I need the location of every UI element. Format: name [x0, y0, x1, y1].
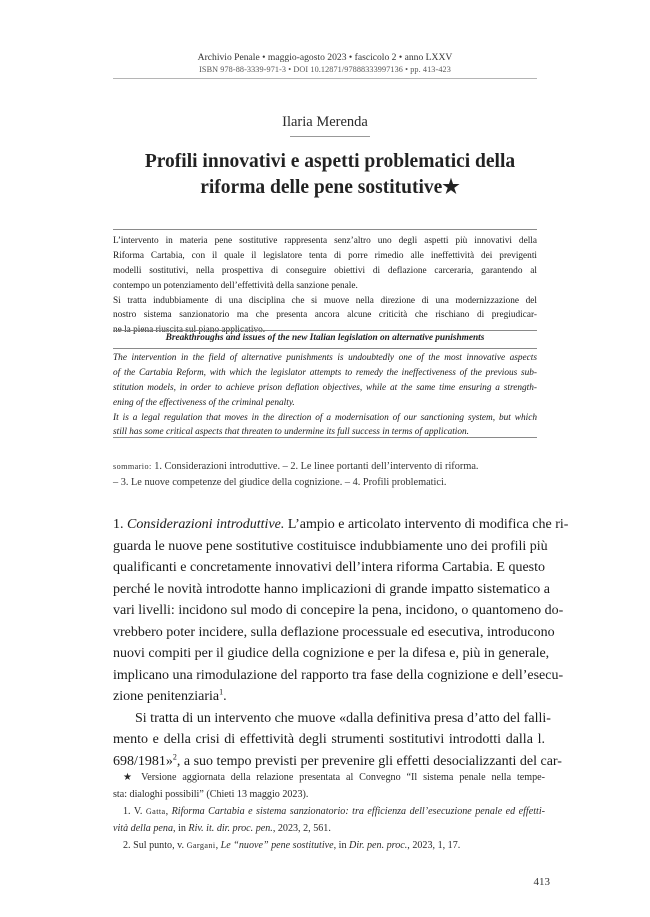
- article-body: [113, 514, 569, 772]
- author-name: Ilaria Merenda: [282, 114, 368, 130]
- isbn-doi-line: ISBN 978-88-3339-971-3 • DOI 10.12871/97888333997136 • pp. 413-423: [199, 65, 451, 74]
- footnote-1-journal: Riv. it. dir. proc. pen.: [188, 823, 273, 834]
- footnote-ref-1[interactable]: 1: [219, 687, 224, 697]
- abstract-it-line: Si tratta indubbiamente di una disciplina che si muove nella direzione di una modernizzazione del: [113, 295, 537, 306]
- body-line: mento e della crisi di effettività degli strumenti sostitutivi introdotti dalla l.: [113, 732, 545, 747]
- body-line: Si tratta di un intervento che muove «dalla definitiva presa d’atto del falli-: [135, 710, 551, 726]
- table-of-contents: [113, 459, 537, 491]
- abstract-bottom-rule: [113, 437, 537, 438]
- page-number: 413: [533, 876, 550, 888]
- footnote-1-title: Riforma Cartabia e sistema sanzionatorio: tra efficienza dell’esecuzione penale ed effetti-: [171, 806, 545, 817]
- body-line: nuovi compiti per il giudice della cognizione e per la difesa e, più in generale,: [113, 646, 550, 661]
- title-line-1: Profili innovativi e aspetti problematici della: [144, 151, 516, 172]
- sommario-line-1: 1. Considerazioni introduttive. – 2. Le linee portanti dell’intervento di riforma.: [154, 461, 479, 472]
- journal-header: Archivio Penale • maggio-agosto 2023 • fascicolo 2 • anno LXXV: [197, 52, 453, 63]
- footnote-star-cont: sta: dialoghi possibili” (Chieti 13 maggio 2023).: [113, 789, 309, 800]
- abstract-en-line: still has some critical aspects that threaten to undermine its full success in terms of application.: [113, 427, 470, 438]
- abstract-top-rule: [113, 229, 537, 230]
- article-title: [60, 149, 600, 201]
- abstract-it-line: nostro sistema sanzionatorio ma che presenta ancora alcune criticità che rischiano di pregiudicar-: [113, 310, 537, 321]
- section-title: Considerazioni introduttive.: [127, 517, 285, 532]
- footnotes: [113, 769, 545, 854]
- author-rule: [290, 136, 370, 137]
- body-text: L’ampio e articolato intervento di modifica che ri-: [287, 517, 569, 532]
- footnote-1-author: Gatta: [145, 807, 166, 816]
- abstract-italian: [113, 234, 537, 338]
- body-line: vari livelli: incidono sul modo di concepire la pena, incidono, o quantomeno do-: [113, 603, 564, 618]
- body-line: 698/1981»$^2$, a suo tempo previsti per prevenire gli effetti desocializzanti del car-: [113, 751, 562, 769]
- sommario-label: sommario:: [113, 462, 152, 471]
- abstract-it-line: L’intervento in materia pene sostitutive rappresenta senz’altro uno degli aspetti più innovativi della: [113, 236, 537, 246]
- abstract-en-line: The intervention in the field of alternative punishments is undoubtedly one of the most innovative aspects: [113, 353, 537, 363]
- abstract-it-line: contempo un potenziamento dell’effettività della sanzione penale.: [113, 280, 358, 291]
- abstract-en-line: It is a legal regulation that moves in the direction of a modernisation of our sanctioning system, but which: [113, 412, 537, 423]
- body-line: perché le novità introdotte hanno implicazioni di grande impatto sistematico a: [113, 581, 550, 597]
- abstract-en-line: ening of the effectiveness of the criminal penalty.: [113, 397, 295, 408]
- title-line-2: riforma delle pene sostitutive★: [200, 177, 460, 198]
- abstract-it-line: modelli sostitutivi, nella prospettiva di conseguire obiettivi di deflazione carceraria, garantendo al: [113, 265, 537, 276]
- body-line: [113, 514, 569, 536]
- body-line: implicano una rimodulazione del rapporto tra fase della cognizione e dell’esecu-: [113, 667, 564, 683]
- abstract-mid-rule: [113, 330, 537, 331]
- footnote-2-title: Le “nuove” pene sostitutive: [220, 840, 334, 851]
- body-line: zione penitenziaria$^1$.: [113, 687, 227, 704]
- body-line: qualificanti e concretamente innovativi dell’intera riforma Cartabia. E questo: [113, 560, 545, 575]
- footnote-2: 2. Sul punto, v. Gargani, Le “nuove” pene sostitutive, in Dir. pen. proc., 2023, 1, 17.: [123, 840, 461, 851]
- abstract-en-line: stitution models, in order to achieve prison deflation objectives, while at the same time ensuring a strength-: [113, 382, 537, 393]
- abstract-it-line: Riforma Cartabia, con il quale il legislatore tenta di porre rimedio alle ineffettività dei previgenti: [113, 250, 537, 261]
- english-title-rule: [113, 348, 537, 349]
- footnote-1-cont: vità della pena, in Riv. it. dir. proc. pen., 2023, 2, 561.: [113, 823, 331, 834]
- sommario-line-2: – 3. Le nuove competenze del giudice della cognizione. – 4. Profili problematici.: [113, 477, 447, 488]
- abstract-english: [113, 351, 537, 440]
- body-line: vrebbero poter incidere, sulla deflazione processuale ed esecutiva, introducono: [113, 624, 555, 640]
- footnote-1: 1. V. Gatta, Riforma Cartabia e sistema sanzionatorio: tra efficienza dell’esecuzione penale ed effetti-: [123, 806, 545, 817]
- footnote-2-author: Gargani: [186, 841, 216, 850]
- english-title: Breakthroughs and issues of the new Italian legislation on alternative punishments: [165, 333, 485, 343]
- abstract-en-line: of the Cartabia Reform, with which the legislator attempts to remedy the ineffectiveness of the previous sub-: [113, 367, 537, 378]
- section-number: 1.: [113, 517, 124, 532]
- footnote-2-journal: Dir. pen. proc.: [349, 840, 408, 851]
- header-rule: [113, 78, 537, 79]
- footnote-ref-2[interactable]: 2: [172, 751, 177, 761]
- body-line: guarda le nuove pene sostitutive costituisce indubbiamente uno dei profili più: [113, 538, 548, 554]
- footnote-star: ★ Versione aggiornata della relazione presentata al Convegno “Il sistema penale nella tempe-: [123, 772, 545, 783]
